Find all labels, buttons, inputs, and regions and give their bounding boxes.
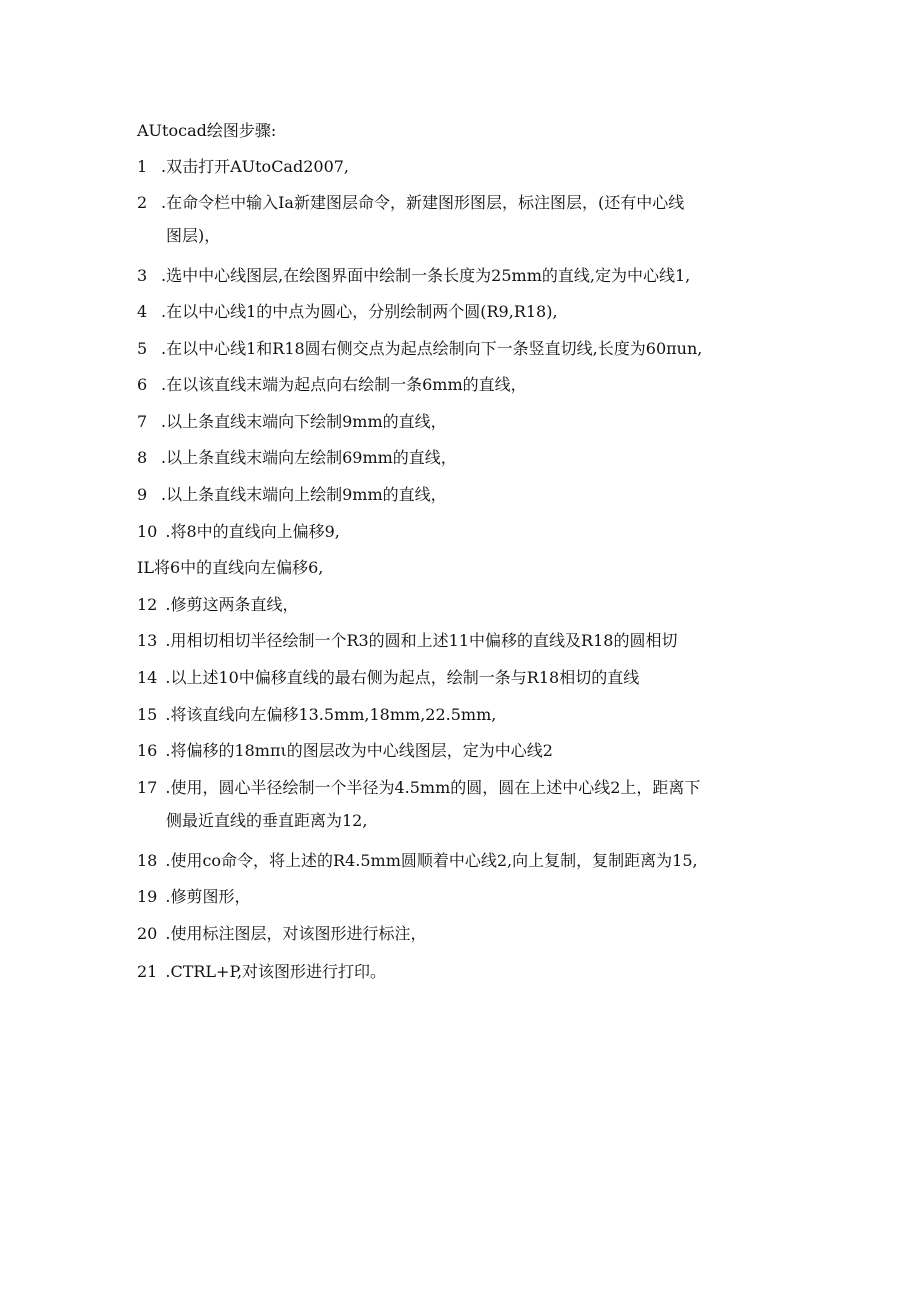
step-text: .使用，圆心半径绘制一个半径为4.5mm的圆，圆在上述中心线2上，距离下 [165, 778, 701, 797]
step-11 [137, 557, 797, 579]
step-15 [137, 704, 797, 726]
step-1 [137, 156, 797, 178]
step-21 [137, 961, 797, 983]
step-8 [137, 447, 797, 469]
step-number: 21 [137, 962, 158, 981]
step-text: .将偏移的18mπι的图层改为中心线图层，定为中心线2 [165, 741, 553, 760]
step-number: 10 [137, 522, 158, 541]
step-text: .将该直线向左偏移13.5mm,18mm,22.5mm, [165, 705, 497, 724]
step-text: .在以中心线1的中点为圆心，分别绘制两个圆(R9,R18), [161, 302, 558, 321]
step-text: .以上述10中偏移直线的最右侧为起点，绘制一条与R18相切的直线 [165, 668, 640, 687]
step-text: .CTRL+P,对该图形进行打印。 [165, 962, 387, 981]
step-number: 9 [137, 485, 148, 504]
step-6 [137, 374, 797, 396]
step-14 [137, 667, 797, 689]
step-3 [137, 265, 797, 287]
step-4 [137, 301, 797, 323]
step-2 [137, 192, 797, 247]
step-number: 7 [137, 412, 148, 431]
step-text: .在以中心线1和R18圆右侧交点为起点绘制向下一条竖直切线,长度为60πun, [161, 339, 703, 358]
step-number: 8 [137, 448, 148, 467]
step-text: .将8中的直线向上偏移9, [165, 522, 340, 541]
step-number: 1 [137, 157, 148, 176]
step-7 [137, 411, 797, 433]
step-19 [137, 886, 797, 908]
step-9 [137, 484, 797, 506]
step-20 [137, 923, 797, 945]
step-number: 16 [137, 741, 158, 760]
step-text: .以上条直线末端向上绘制9mm的直线， [161, 485, 447, 504]
step-number: 13 [137, 631, 158, 650]
step-text: .用相切相切半径绘制一个R3的圆和上述11中偏移的直线及R18的圆相切 [165, 631, 678, 650]
document-title: AUtocad绘图步骤: [137, 121, 277, 140]
step-text: .以上条直线末端向左绘制69mm的直线， [161, 448, 457, 467]
step-number: 2 [137, 193, 148, 212]
step-text: .在以该直线末端为起点向右绘制一条6mm的直线， [161, 375, 527, 394]
step-number: 6 [137, 375, 148, 394]
step-number: 4 [137, 302, 148, 321]
step-number: 12 [137, 595, 158, 614]
step-number: 20 [137, 924, 158, 943]
step-16 [137, 740, 797, 762]
step-text: .修剪图形， [165, 887, 251, 906]
step-text: .选中中心线图层,在绘图界面中绘制一条长度为25mm的直线,定为中心线1, [161, 266, 691, 285]
step-10 [137, 521, 797, 543]
step-text: .以上条直线末端向下绘制9mm的直线， [161, 412, 447, 431]
step-18 [137, 850, 797, 872]
step-text: .双击打开AUtoCad2007, [161, 157, 350, 176]
step-17 [137, 777, 797, 832]
step-5 [137, 338, 797, 360]
step-number: 18 [137, 851, 158, 870]
step-number: 3 [137, 266, 148, 285]
step-text-continued: 侧最近直线的垂直距离为12, [166, 811, 368, 830]
step-number: 15 [137, 705, 158, 724]
step-text: .在命令栏中输入Ia新建图层命令，新建图形图层，标注图层，(还有中心线 [161, 193, 685, 212]
step-number: 19 [137, 887, 158, 906]
step-number: 17 [137, 778, 158, 797]
step-text: .使用co命令，将上述的R4.5mm圆顺着中心线2,向上复制，复制距离为15, [165, 851, 698, 870]
step-text: .使用标注图层，对该图形进行标注， [165, 924, 427, 943]
step-12 [137, 594, 797, 616]
step-text: IL将6中的直线向左偏移6, [137, 558, 324, 577]
step-text-continued: 图层)， [166, 226, 221, 245]
step-number: 5 [137, 339, 148, 358]
step-number: 14 [137, 668, 158, 687]
step-13 [137, 630, 797, 652]
step-text: .修剪这两条直线， [165, 595, 299, 614]
